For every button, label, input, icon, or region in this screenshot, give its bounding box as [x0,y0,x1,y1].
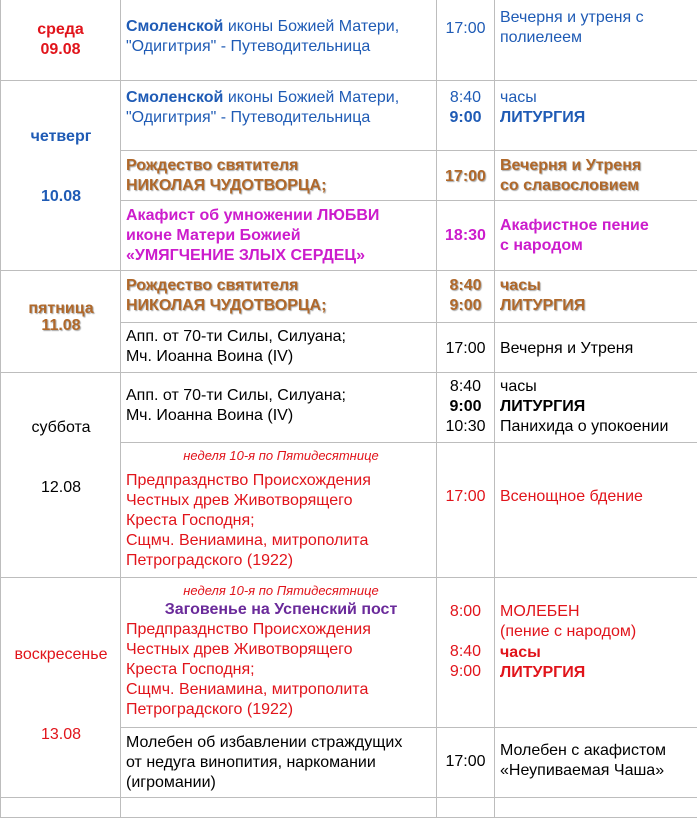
day-name: четверг [1,127,121,147]
service-name: полиелеем [500,28,697,48]
service-name: с народом [500,236,697,256]
day-date: 09.08 [1,40,120,60]
service-time: 9:00 [437,662,494,682]
feast-cell [121,200,437,270]
feast-text: Рождество святителя [126,156,436,176]
service-time: 8:40 [437,642,494,662]
feast-text: иконе Матери Божией [126,226,436,246]
feast-text: "Одигитрия" - Путеводительница [126,108,436,128]
service-name: часы [500,643,697,663]
time-cell [437,322,495,372]
time-cell [437,150,495,200]
feast-text: Смоленской [126,18,223,35]
feast-cell [121,442,437,577]
day-date: 13.08 [1,725,121,745]
service-cell [495,577,697,727]
day-name: пятница [1,299,121,319]
feast-text: Петроградского (1922) [126,700,436,720]
feast-text: Мч. Иоанна Воина (IV) [126,406,436,426]
service-cell [495,727,697,797]
service-name: Вечерня и Утреня [500,339,697,359]
service-cell [495,150,697,200]
service-time: 17:00 [437,167,494,187]
service-name: часы [500,377,697,397]
service-time: 18:30 [437,226,494,246]
service-name: Молебен с акафистом [500,741,697,761]
service-name: Вечерня и Утреня [500,156,697,176]
service-time: 9:00 [437,108,494,128]
row-wednesday [1,0,697,80]
service-time: 17:00 [437,487,494,507]
day-date: 12.08 [1,478,121,498]
feast-cell [121,270,437,322]
service-name: Панихида о упокоении [500,417,697,437]
service-time: 8:40 [437,377,494,397]
service-time: 10:30 [437,417,494,437]
time-cell [437,442,495,577]
day-cell-saturday [1,372,121,577]
feast-text: Апп. от 70-ти Силы, Силуана; [126,386,436,406]
day-name: суббота [1,418,121,438]
time-cell [437,270,495,322]
service-time: 17:00 [437,19,494,39]
time-cell [437,727,495,797]
service-name: часы [500,88,697,108]
service-name: МОЛЕБЕН [500,602,697,622]
service-name: ЛИТУРГИЯ [500,397,697,417]
service-time: 17:00 [437,339,494,359]
service-name: ЛИТУРГИЯ [500,663,697,683]
day-cell-sunday [1,577,121,797]
service-name: Всенощное бдение [500,487,697,507]
feast-text: от недуга винопития, наркомании [126,753,436,773]
empty-cell [495,797,697,817]
feast-text: Креста Господня; [126,660,436,680]
day-name: воскресенье [1,645,121,665]
service-name: со славословием [500,176,697,196]
feast-cell [121,0,437,80]
service-name: ЛИТУРГИЯ [500,296,697,316]
service-time: 8:40 [437,276,494,296]
row-saturday-1 [1,372,697,442]
feast-text: "Одигитрия" - Путеводительница [126,37,436,57]
service-name: «Неупиваемая Чаша» [500,761,697,781]
feast-text: Акафист об умножении ЛЮБВИ [126,206,436,226]
time-cell [437,0,495,80]
empty-cell [121,797,437,817]
feast-text: Петроградского (1922) [126,551,436,571]
feast-text: иконы Божией Матери, [223,89,399,106]
service-cell [495,0,697,80]
time-cell [437,80,495,150]
week-label: неделя 10-я по Пятидесятнице [126,582,436,600]
feast-text: Молебен об избавлении страждущих [126,733,436,753]
service-name: ЛИТУРГИЯ [500,108,697,128]
time-cell [437,372,495,442]
feast-cell [121,80,437,150]
feast-text: (игромании) [126,773,436,793]
service-name: Вечерня и утреня с [500,8,697,28]
day-date: 11.08 [1,316,121,336]
service-cell [495,372,697,442]
empty-cell [1,797,121,817]
service-time: 9:00 [437,397,494,417]
feast-text: Смоленской [126,89,223,106]
feast-text: иконы Божией Матери, [223,18,399,35]
service-cell [495,442,697,577]
feast-cell [121,727,437,797]
service-cell [495,270,697,322]
row-friday-1 [1,270,697,322]
row-sunday-1 [1,577,697,727]
day-date: 10.08 [1,187,121,207]
feast-text: Сщмч. Вениамина, митрополита [126,531,436,551]
service-name: (пение с народом) [500,622,697,642]
week-label: неделя 10-я по Пятидесятнице [126,447,436,465]
time-cell [437,577,495,727]
service-name: Акафистное пение [500,216,697,236]
feast-text: Честных древ Животворящего [126,491,436,511]
service-cell [495,322,697,372]
service-time: 17:00 [437,752,494,772]
feast-text: «УМЯГЧЕНИЕ ЗЛЫХ СЕРДЕЦ» [126,246,436,266]
day-cell-friday [1,270,121,372]
day-name: среда [1,20,120,40]
feast-cell [121,322,437,372]
feast-text: НИКОЛАЯ ЧУДОТВОРЦА; [126,296,436,316]
feast-text: Честных древ Животворящего [126,640,436,660]
feast-text: Рождество святителя [126,276,436,296]
row-empty [1,797,697,817]
time-cell [437,200,495,270]
feast-cell [121,150,437,200]
service-time: 8:00 [437,602,494,622]
feast-text: НИКОЛАЯ ЧУДОТВОРЦА; [126,176,436,196]
day-cell-thursday [1,80,121,270]
feast-cell [121,577,437,727]
day-cell-wednesday [1,0,121,80]
feast-text: Креста Господня; [126,511,436,531]
service-cell [495,80,697,150]
service-time: 9:00 [437,296,494,316]
service-name: часы [500,276,697,296]
row-thursday-1 [1,80,697,150]
feast-text: Апп. от 70-ти Силы, Силуана; [126,327,436,347]
feast-cell [121,372,437,442]
feast-text: Мч. Иоанна Воина (IV) [126,347,436,367]
service-time: 8:40 [437,88,494,108]
feast-text: Предпразднство Происхождения [126,471,436,491]
service-cell [495,200,697,270]
feast-text: Сщмч. Вениамина, митрополита [126,680,436,700]
empty-cell [437,797,495,817]
feast-text: Предпразднство Происхождения [126,620,436,640]
fast-label: Заговенье на Успенский пост [126,600,436,620]
